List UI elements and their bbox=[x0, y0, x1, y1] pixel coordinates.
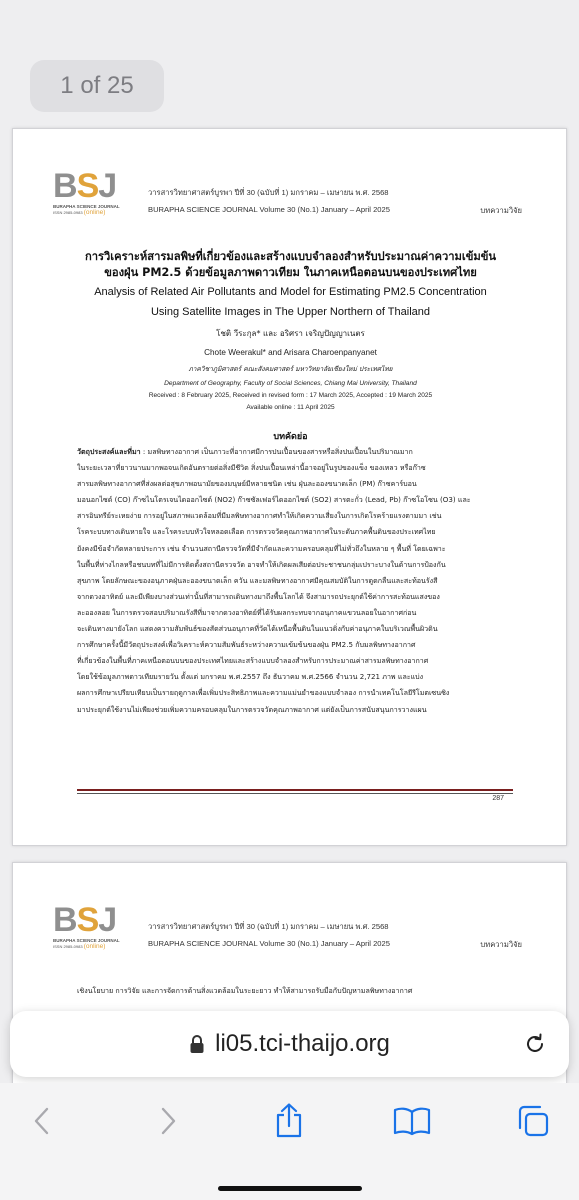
abstract-line: จะเดินทางมายังโลก แสดงความสัมพันธ์ของสัดส่วนอนุภาคที่วัดได้เหนือพื้นดินในแนวดิ่งกับค่าอนุภาคในบริเวณพื้นผิวดิน bbox=[77, 624, 438, 634]
abstract-line: สารมลพิษทางอากาศที่ส่งผลต่อสุขภาพอนามัยของมนุษย์มีหลายชนิด เช่น ฝุ่นละอองขนาดเล็ก (PM) ก๊าซคาร์บอน bbox=[77, 479, 417, 489]
affiliation-thai: ภาควิชาภูมิศาสตร์ คณะสังคมศาสตร์ มหาวิทยาลัยเชียงใหม่ ประเทศไทย bbox=[188, 365, 393, 373]
affiliation-english: Department of Geography, Faculty of Social Sciences, Chiang Mai University, Thailand bbox=[164, 380, 417, 387]
logo-letter-j: J bbox=[98, 901, 117, 939]
title-thai-line-2: ของฝุ่น PM2.5 ด้วยข้อมูลภาพดาวเทียม ในภาคเหนือตอนบนของประเทศไทย bbox=[104, 266, 477, 279]
abstract-line: ที่เกี่ยวข้องในพื้นที่ภาคเหนือตอนบนของประเทศไทยและสร้างแบบจำลองสำหรับการประมาณค่าสารมลพิษทางอากาศ bbox=[77, 656, 429, 666]
abstract-line: ในระยะเวลาที่ยาวนานมากพอจนเกิดอันตรายต่อสิ่งมีชีวิต สิ่งปนเปื้อนเหล่านี้อาจอยู่ในรูปของแข็ง ของเหลว หรือก๊าซ bbox=[77, 463, 426, 473]
logo-name: BURAPHA SCIENCE JOURNAL bbox=[53, 204, 120, 209]
page-counter: 1 of 25 bbox=[30, 60, 164, 112]
article-dates: Received : 8 February 2025, Received in revised form : 17 March 2025, Accepted : 19 March 2025 bbox=[148, 392, 433, 399]
address-bar[interactable] bbox=[10, 1011, 569, 1077]
logo-letter-b: B bbox=[53, 167, 77, 205]
logo-letter-s: S bbox=[76, 901, 99, 939]
forward-icon bbox=[157, 1106, 179, 1136]
share-icon bbox=[274, 1103, 304, 1139]
article-type: บทความวิจัย bbox=[480, 206, 522, 215]
title-english-line-2: Using Satellite Images in The Upper Northern of Thailand bbox=[150, 306, 431, 318]
journal-header-thai: วารสารวิทยาศาสตร์บูรพา ปีที่ 30 (ฉบับที่ 1) มกราคม – เมษายน พ.ศ. 2568 bbox=[148, 188, 389, 197]
abstract-heading: บทคัดย่อ bbox=[273, 432, 308, 442]
share-button[interactable] bbox=[269, 1101, 309, 1141]
abstract-line: โดยใช้ข้อมูลภาพดาวเทียมรายวัน ตั้งแต่ มกราคม พ.ศ.2557 ถึง ธันวาคม พ.ศ.2566 จำนวน 2,721 ภาพ และแบ่ง bbox=[77, 672, 424, 682]
journal-header-english: BURAPHA SCIENCE JOURNAL Volume 30 (No.1) January – April 2025 bbox=[148, 205, 390, 214]
footer-rule bbox=[77, 789, 513, 791]
abstract-line: โรคระบบทางเดินหายใจ และโรคระบบหัวใจหลอดเลือด การตรวจวัดคุณภาพอากาศในระดับภาคพื้นดินของประเทศไทย bbox=[77, 527, 436, 537]
bookmarks-icon bbox=[393, 1106, 431, 1136]
journal-header-english: BURAPHA SCIENCE JOURNAL Volume 30 (No.1) January – April 2025 bbox=[148, 939, 390, 948]
journal-header bbox=[148, 921, 522, 951]
reload-icon[interactable] bbox=[523, 1032, 547, 1056]
logo-letter-b: B bbox=[53, 901, 77, 939]
authors-english: Chote Weerakul* and Arisara Charoenpanyanet bbox=[204, 348, 377, 357]
article-type: บทความวิจัย bbox=[480, 940, 522, 949]
page-number: 287 bbox=[492, 795, 504, 802]
abstract-line: สุขภาพ โดยลักษณะของอนุภาคฝุ่นละอองขนาดเล็ก ควัน และมลพิษทางอากาศมีคุณสมบัติในการดูดกลืนและสะท้อนรังสี bbox=[77, 575, 438, 585]
logo-letter-s: S bbox=[76, 167, 99, 205]
logo-issn: ISSN 2985-0983 (online) bbox=[53, 209, 106, 216]
bookmarks-button[interactable] bbox=[392, 1101, 432, 1141]
abstract-line: มอนอกไซด์ (CO) ก๊าซไนโตรเจนไดออกไซด์ (NO2) ก๊าซซัลเฟอร์ไดออกไซด์ (SO2) สารตะกั่ว (Lead, Pb) ก๊าซโอโซน (O3) และ bbox=[77, 495, 471, 505]
lock-icon bbox=[189, 1033, 205, 1055]
pdf-page-1 bbox=[12, 128, 567, 846]
body-text-line: เชิงนโยบาย การวิจัย และการจัดการด้านสิ่งแวดล้อมในระยะยาว ทำให้สามารถรับมือกับปัญหามลพิษทางอากาศ bbox=[77, 986, 413, 995]
back-icon bbox=[31, 1106, 53, 1136]
journal-header-thai: วารสารวิทยาศาสตร์บูรพา ปีที่ 30 (ฉบับที่ 1) มกราคม – เมษายน พ.ศ. 2568 bbox=[148, 922, 389, 931]
abstract-line: วัตถุประสงค์และที่มา : มลพิษทางอากาศ เป็นภาวะที่อากาศมีการปนเปื้อนของสารหรือสิ่งปนเปื้อนในปริมาณมาก bbox=[77, 447, 413, 456]
abstract-line: จากดวงอาทิตย์ และมีเพียงบางส่วนเท่านั้นที่สามารถเดินทางมาถึงพื้นโลกได้ จึงสามารถประยุกต์ใช้ค่าการสะท้อนแสงของ bbox=[77, 591, 440, 601]
abstract-line: ยังคงมีข้อจำกัดหลายประการ เช่น จำนวนสถานีตรวจวัดที่มีจำกัดและความครอบคลุมที่ไม่ทั่วถึงในหลาย ๆ พื้นที่ โดยเฉพาะ bbox=[77, 543, 446, 553]
abstract-line: ละอองลอย ในการตรวจสอบปริมาณรังสีที่มาจากดวงอาทิตย์ที่ได้รับผลกระทบจากอนุภาคแขวนลอยในอากาศก่อน bbox=[77, 607, 417, 617]
url-text[interactable]: li05.tci-thaijo.org bbox=[215, 1030, 390, 1057]
title-thai-line-1: การวิเคราะห์สารมลพิษที่เกี่ยวข้องและสร้างแบบจำลองสำหรับประมาณค่าความเข้มข้น bbox=[84, 250, 497, 263]
abstract-line: การศึกษาครั้งนี้มีวัตถุประสงค์เพื่อวิเคราะห์ความสัมพันธ์ระหว่างความเข้มข้นของฝุ่น PM2.5 กับมลพิษทางอากาศ bbox=[77, 640, 416, 650]
browser-toolbar bbox=[0, 1083, 579, 1200]
abstract-line: สารอินทรีย์ระเหยง่าย การอยู่ในสภาพแวดล้อมที่มีมลพิษทางอากาศทำให้เกิดความเสี่ยงในการเกิดโรคร้ายแรงตามมา เช่น bbox=[77, 511, 442, 521]
footer-rule-thin bbox=[77, 793, 513, 794]
abstract-line: มาประยุกต์ใช้งานไม่เพียงช่วยเพิ่มความครอบคลุมในการตรวจวัดคุณภาพอากาศ แต่ยังเป็นการสนับสนุนการวางแผน bbox=[77, 704, 427, 714]
journal-logo bbox=[53, 169, 120, 216]
title-block bbox=[43, 249, 538, 411]
abstract-body bbox=[77, 444, 513, 718]
available-online: Available online : 11 April 2025 bbox=[246, 404, 335, 411]
abstract-line: ผลการศึกษาเปรียบเทียบเป็นรายฤดูกาลเพื่อเพิ่มประสิทธิภาพและความแม่นยำของแบบจำลอง การนำเทคโนโลยีรีโมตเซนซิง bbox=[77, 688, 450, 698]
back-button[interactable] bbox=[22, 1101, 62, 1141]
logo-issn: ISSN 2985-0983 (online) bbox=[53, 943, 106, 950]
home-indicator bbox=[218, 1186, 362, 1191]
tabs-icon bbox=[516, 1104, 550, 1138]
logo-letter-j: J bbox=[98, 167, 117, 205]
forward-button[interactable] bbox=[148, 1101, 188, 1141]
title-english-line-1: Analysis of Related Air Pollutants and Model for Estimating PM2.5 Concentration bbox=[94, 286, 487, 298]
authors-thai: โชติ วีระกุล* และ อริศรา เจริญปัญญาเนตร bbox=[216, 329, 365, 338]
journal-logo bbox=[53, 903, 120, 950]
logo-name: BURAPHA SCIENCE JOURNAL bbox=[53, 938, 120, 943]
journal-header bbox=[148, 187, 522, 217]
abstract-line: ในพื้นที่ห่างไกลหรือชนบทที่ไม่มีการติดตั้งสถานีตรวจวัด อาจทำให้เกิดผลเสียต่อประชาชนกลุ่มเปราะบางในด้านการป้องกัน bbox=[77, 559, 446, 569]
tabs-button[interactable] bbox=[513, 1101, 553, 1141]
